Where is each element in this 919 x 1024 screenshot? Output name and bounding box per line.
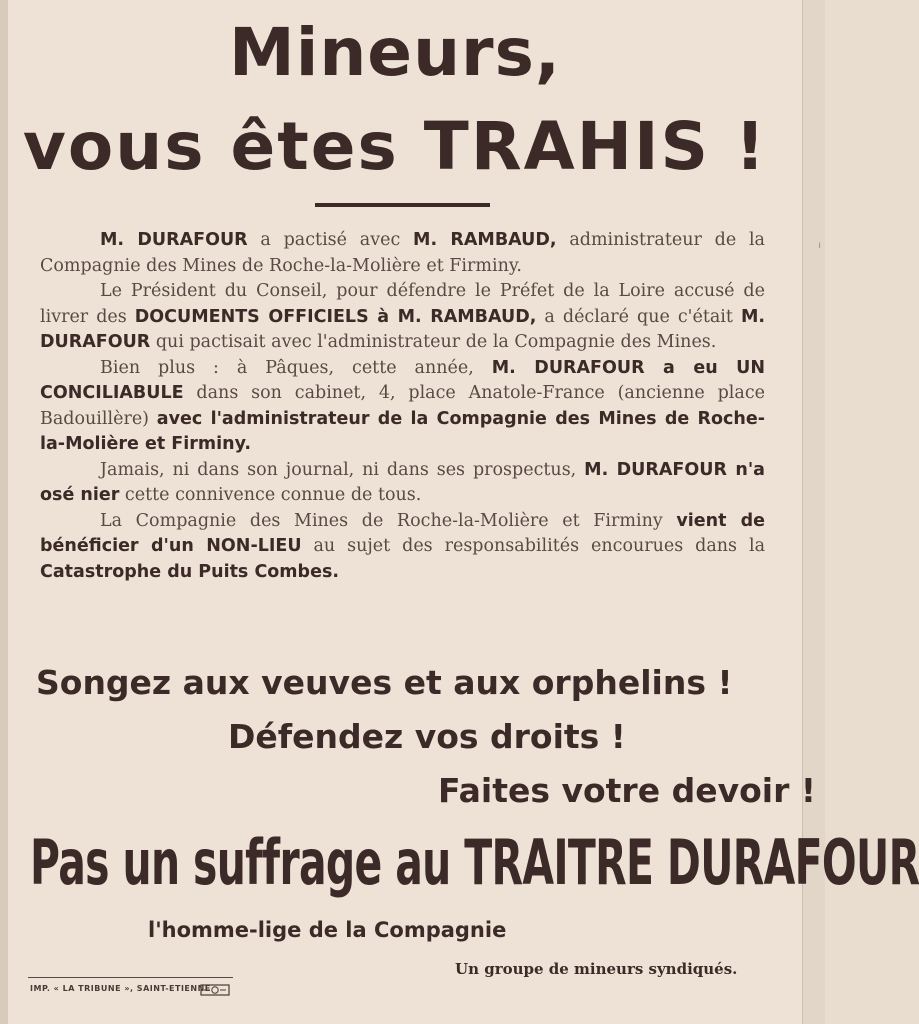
body-text (40, 228, 765, 585)
title-divider (315, 203, 490, 207)
paragraph-text: au sujet des responsabilités encourues dans la (301, 536, 766, 556)
union-label-icon (200, 983, 230, 997)
emphasis-text: M. DURAFOUR n'a osé nier (40, 459, 765, 505)
paragraph-text: dans son cabinet, 4, place Anatole-France (ancienne place Badouillère) (40, 383, 765, 429)
sub-slogan: l'homme-lige de la Compagnie (148, 918, 507, 942)
emphasis-text: Catastrophe du Puits Combes. (40, 561, 340, 582)
footer-rule (28, 977, 233, 978)
body-paragraph (40, 509, 765, 586)
slogan-widows: Songez aux veuves et aux orphelins ! (36, 663, 733, 702)
slogan-rights: Défendez vos droits ! (228, 717, 626, 756)
printer-imprint: IMP. « LA TRIBUNE », SAINT-ETIENNE (30, 984, 211, 993)
body-paragraph (40, 356, 765, 458)
emphasis-text: M. DURAFOUR a eu UN CONCILIABULE (40, 357, 765, 403)
emphasis-text: DOCUMENTS OFFICIELS à M. RAMBAUD, (134, 306, 537, 327)
paragraph-text: Bien plus : à Pâques, cette année, (100, 357, 492, 378)
paragraph-text: a pactisé avec (247, 230, 414, 250)
paragraph-text: Jamais, ni dans son journal, ni dans ses prospectus, (100, 459, 585, 480)
body-paragraph (40, 279, 765, 356)
headline-line-1: Mineurs, (229, 14, 561, 91)
body-paragraph (40, 228, 765, 279)
slogan-duty: Faites votre devoir ! (438, 771, 816, 810)
body-paragraph (40, 458, 765, 509)
emphasis-text: M. DURAFOUR (100, 230, 248, 250)
paragraph-text: a déclaré que c'était (536, 306, 741, 327)
paragraph-text: administrateur de la Compagnie des Mines de Roche-la-Molière et Firminy. (40, 230, 765, 276)
emphasis-text: M. RAMBAUD, (413, 230, 557, 250)
emphasis-text: vient de bénéficier d'un NON-LIEU (40, 510, 765, 556)
emphasis-text: M. DURAFOUR (40, 306, 765, 352)
paragraph-text: cette connivence connue de tous. (119, 485, 422, 505)
main-slogan: Pas un suffrage au TRAITRE DURAFOUR (30, 826, 919, 899)
headline-line-2: vous êtes TRAHIS ! (22, 108, 768, 185)
paragraph-text: La Compagnie des Mines de Roche-la-Molière et Firminy (100, 510, 677, 531)
signature: Un groupe de mineurs syndiqués. (455, 960, 738, 978)
paragraph-text: Le Président du Conseil, pour défendre le Préfet de la Loire accusé de livrer des (40, 281, 765, 327)
paragraph-text: qui pactisait avec l'administrateur de la Compagnie des Mines. (150, 332, 717, 352)
margin-mark: ı (818, 240, 821, 251)
emphasis-text: avec l'administrateur de la Compagnie des Mines de Roche-la-Molière et Firminy. (40, 408, 766, 454)
